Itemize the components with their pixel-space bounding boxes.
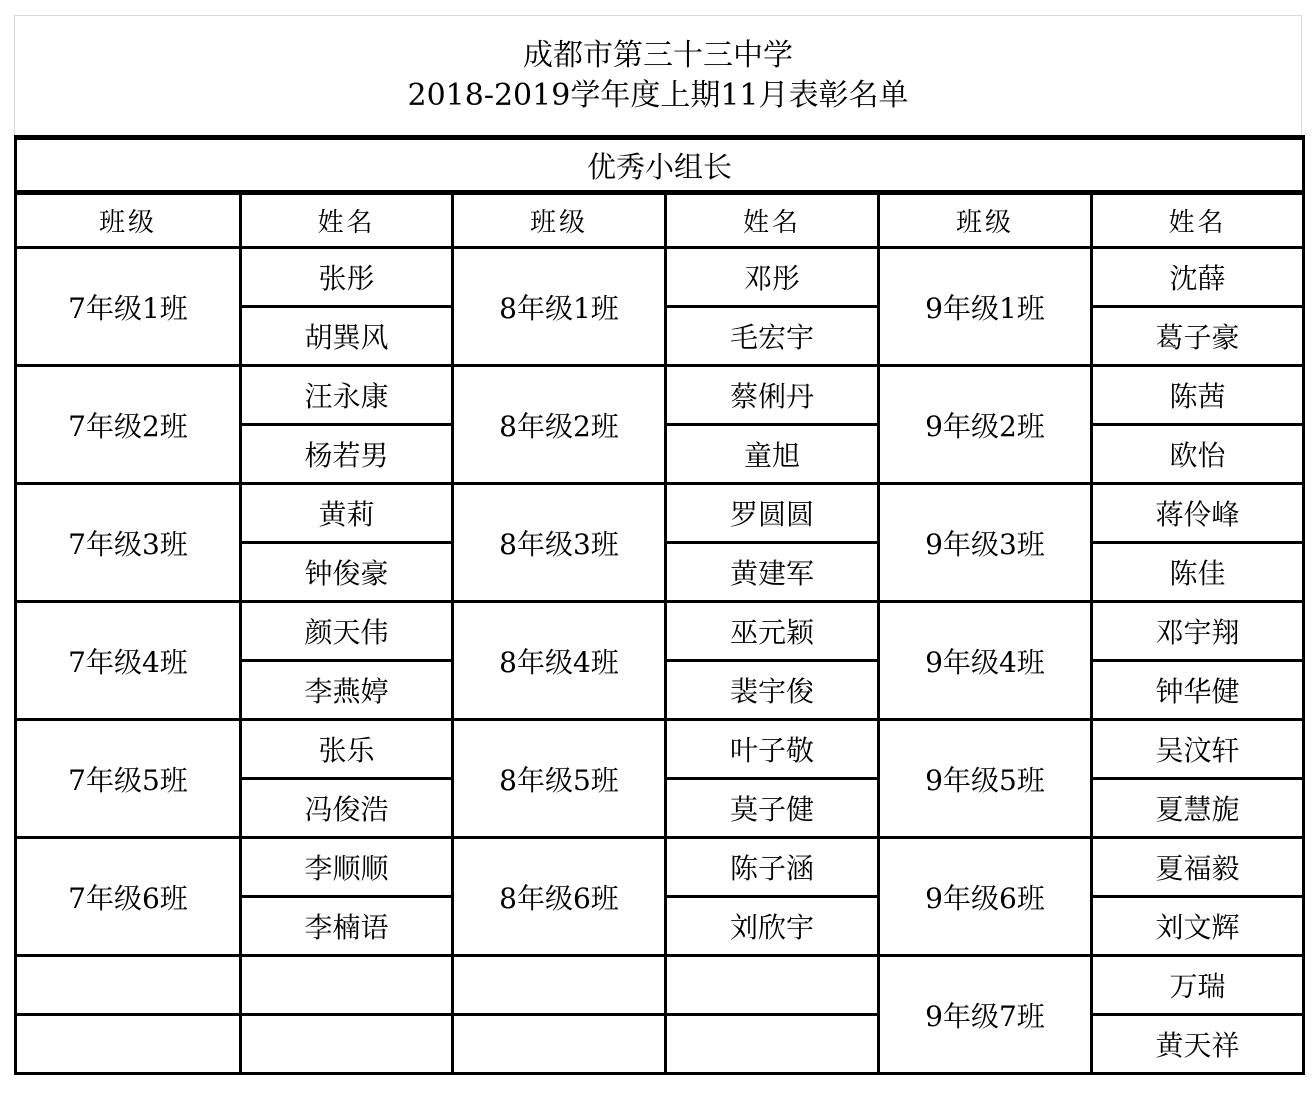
name-cell: 邓彤 [666,248,879,307]
name-cell: 叶子敬 [666,720,879,779]
name-cell: 夏慧旎 [1092,779,1304,838]
name-cell: 蔡俐丹 [666,366,879,425]
name-cell: 胡巽风 [241,307,453,366]
name-cell: 黄天祥 [1092,1015,1304,1074]
name-cell: 邓宇翔 [1092,602,1304,661]
name-cell: 莫子健 [666,779,879,838]
name-cell: 蒋伶峰 [1092,484,1304,543]
name-cell: 陈茜 [1092,366,1304,425]
column-header-class: 班级 [879,193,1092,248]
class-cell: 9年级1班 [879,248,1092,366]
name-cell: 张乐 [241,720,453,779]
class-cell: 9年级4班 [879,602,1092,720]
class-cell: 8年级5班 [453,720,666,838]
document-title [14,15,1302,135]
name-cell: 童旭 [666,425,879,484]
name-cell: 刘文辉 [1092,897,1304,956]
name-cell: 毛宏宇 [666,307,879,366]
section-banner: 优秀小组长 [16,138,1304,193]
commendation-table [14,135,1305,1075]
title-line-1: 成都市第三十三中学 [523,37,793,73]
name-cell: 汪永康 [241,366,453,425]
empty-cell [241,956,453,1015]
name-cell: 李楠语 [241,897,453,956]
empty-cell [453,1015,666,1074]
name-cell: 陈佳 [1092,543,1304,602]
name-cell: 李燕婷 [241,661,453,720]
name-cell: 巫元颖 [666,602,879,661]
title-line-2: 2018-2019学年度上期11月表彰名单 [407,77,909,113]
class-cell: 7年级1班 [16,248,241,366]
name-cell: 颜天伟 [241,602,453,661]
class-cell: 9年级7班 [879,956,1092,1074]
name-cell: 沈薛 [1092,248,1304,307]
class-cell: 8年级6班 [453,838,666,956]
column-header-name: 姓名 [666,193,879,248]
empty-cell [16,956,241,1015]
class-cell: 7年级5班 [16,720,241,838]
name-cell: 冯俊浩 [241,779,453,838]
name-cell: 夏福毅 [1092,838,1304,897]
column-header-name: 姓名 [1092,193,1304,248]
name-cell: 黄建军 [666,543,879,602]
class-cell: 8年级2班 [453,366,666,484]
name-cell: 陈子涵 [666,838,879,897]
empty-cell [241,1015,453,1074]
class-cell: 9年级6班 [879,838,1092,956]
name-cell: 吴汶轩 [1092,720,1304,779]
empty-cell [666,1015,879,1074]
class-cell: 8年级1班 [453,248,666,366]
class-cell: 7年级3班 [16,484,241,602]
empty-cell [666,956,879,1015]
name-cell: 刘欣宇 [666,897,879,956]
class-cell: 8年级4班 [453,602,666,720]
name-cell: 万瑞 [1092,956,1304,1015]
class-cell: 7年级2班 [16,366,241,484]
name-cell: 欧怡 [1092,425,1304,484]
name-cell: 葛子豪 [1092,307,1304,366]
class-cell: 9年级2班 [879,366,1092,484]
name-cell: 罗圆圆 [666,484,879,543]
class-cell: 9年级5班 [879,720,1092,838]
column-header-name: 姓名 [241,193,453,248]
class-cell: 9年级3班 [879,484,1092,602]
class-cell: 8年级3班 [453,484,666,602]
empty-cell [16,1015,241,1074]
name-cell: 张彤 [241,248,453,307]
name-cell: 李顺顺 [241,838,453,897]
class-cell: 7年级6班 [16,838,241,956]
name-cell: 钟华健 [1092,661,1304,720]
name-cell: 杨若男 [241,425,453,484]
name-cell: 钟俊豪 [241,543,453,602]
class-cell: 7年级4班 [16,602,241,720]
empty-cell [453,956,666,1015]
name-cell: 黄莉 [241,484,453,543]
name-cell: 裴宇俊 [666,661,879,720]
column-header-class: 班级 [453,193,666,248]
column-header-class: 班级 [16,193,241,248]
